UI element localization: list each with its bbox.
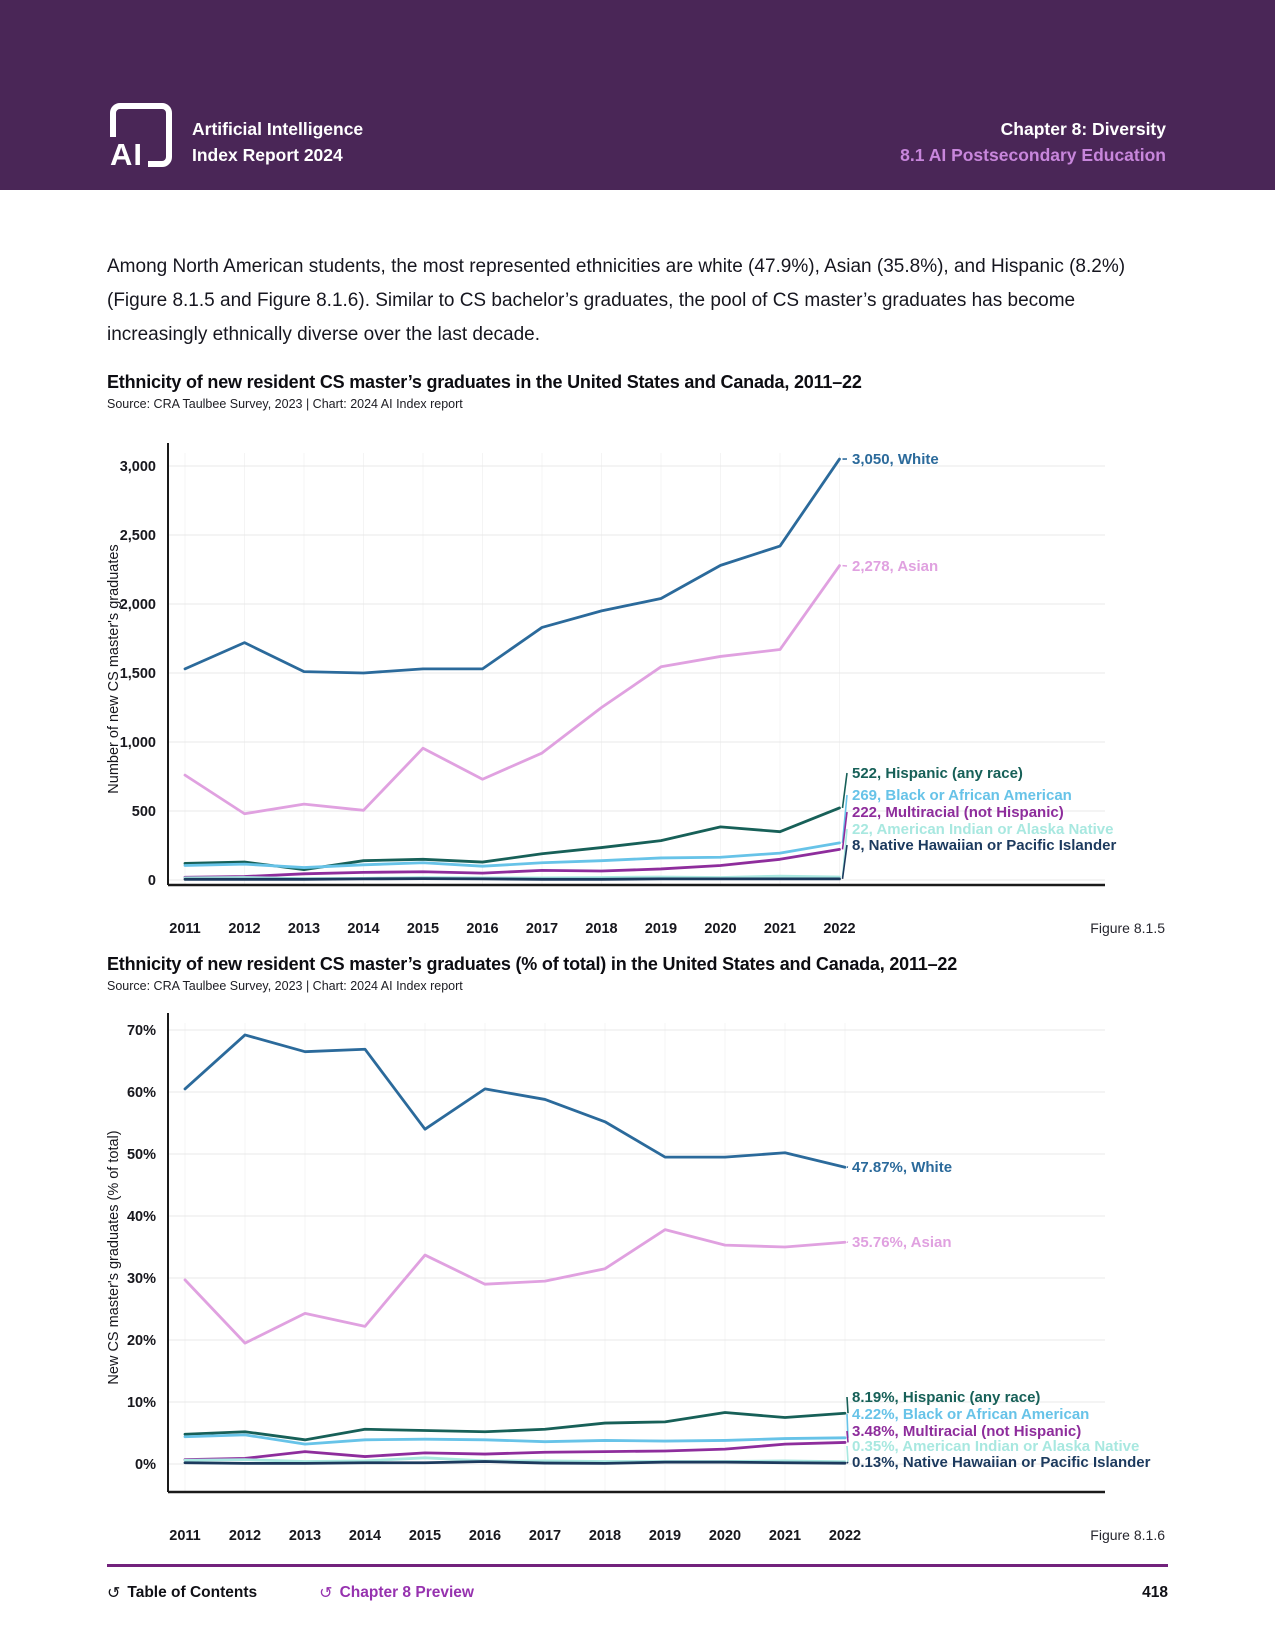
x-tick-label: 2020: [708, 1528, 742, 1544]
ai-index-logo: [110, 103, 172, 172]
footer-divider: [107, 1564, 1168, 1567]
series-end-label: 4.22%, Black or African American: [852, 1406, 1090, 1423]
x-tick-label: 2016: [468, 1528, 502, 1544]
series-line: [185, 879, 840, 880]
chapter-preview-link[interactable]: [319, 1583, 474, 1603]
brand-line2: Index Report 2024: [192, 145, 343, 165]
figure-8-1-5-chart: [100, 415, 1175, 950]
x-tick-label: 2014: [348, 1528, 382, 1544]
series-end-label: 522, Hispanic (any race): [852, 765, 1023, 782]
x-tick-label: 2013: [287, 921, 321, 937]
series-line: [185, 1413, 845, 1440]
series-end-label: 47.87%, White: [852, 1159, 953, 1176]
brand-text: [192, 116, 363, 168]
series-end-label: 222, Multiracial (not Hispanic): [852, 804, 1064, 821]
y-tick-label: 3,000: [119, 459, 156, 475]
x-tick-label: 2021: [768, 1528, 802, 1544]
report-header: [0, 0, 1275, 190]
x-tick-label: 2019: [644, 921, 678, 937]
series-end-label: 3,050, White: [852, 451, 939, 468]
y-tick-label: 0%: [135, 1457, 156, 1473]
y-tick-label: 1,000: [119, 735, 156, 751]
series-line: [185, 1442, 845, 1459]
series-end-label: 8.19%, Hispanic (any race): [852, 1389, 1041, 1406]
return-arrow-icon: ↺: [107, 1585, 121, 1602]
x-tick-label: 2015: [408, 1528, 442, 1544]
page-footer: [107, 1583, 1168, 1603]
x-tick-label: 2012: [228, 921, 261, 937]
table-of-contents-link[interactable]: [107, 1583, 257, 1603]
y-tick-label: 0: [147, 873, 156, 889]
chapter-block: [900, 116, 1166, 168]
x-tick-label: 2016: [466, 921, 499, 937]
x-tick-label: 2019: [648, 1528, 682, 1544]
x-tick-label: 2020: [704, 921, 737, 937]
series-end-label: 22, American Indian or Alaska Native: [852, 821, 1114, 838]
y-axis-title: New CS master's graduates (% of total): [106, 1130, 122, 1385]
x-tick-label: 2012: [228, 1528, 262, 1544]
intro-paragraph: Among North American students, the most represented ethnicities are white (47.9%), Asian (35.8%), and Hispanic (8.2%) (Figure 8.1.5 and Figure 8.1.6). Similar to CS bachelor’s graduates, the pool of CS master’s graduates has become increasingly ethnically diverse over the last decade.: [107, 256, 1126, 345]
figure-8-1-6-source: Source: CRA Taulbee Survey, 2023 | Chart: 2024 AI Index report: [107, 979, 463, 993]
y-tick-label: 70%: [126, 1023, 156, 1039]
x-tick-label: 2017: [525, 921, 559, 937]
series-line: [185, 1035, 845, 1167]
chapter-preview-label: Chapter 8 Preview: [339, 1584, 474, 1601]
x-tick-label: 2015: [406, 921, 440, 937]
series-leader-line: [847, 1446, 848, 1462]
series-end-label: 3.48%, Multiracial (not Hispanic): [852, 1423, 1082, 1440]
y-tick-label: 60%: [126, 1085, 156, 1101]
figure-8-1-5-title: Ethnicity of new resident CS master’s graduates in the United States and Canada, 2011–22: [107, 372, 862, 392]
brand-line1: Artificial Intelligence: [192, 119, 364, 139]
series-end-label: 0.13%, Native Hawaiian or Pacific Islander: [852, 1454, 1151, 1471]
y-axis-title: Number of new CS master's graduates: [106, 544, 122, 794]
y-tick-label: 500: [131, 804, 156, 820]
return-arrow-icon: ↺: [319, 1585, 333, 1602]
x-tick-label: 2013: [288, 1528, 322, 1544]
series-leader-line: [847, 1431, 848, 1442]
x-tick-label: 2022: [828, 1528, 862, 1544]
chapter-title: Chapter 8: Diversity: [1000, 119, 1166, 139]
y-tick-label: 10%: [126, 1395, 156, 1411]
x-tick-label: 2011: [169, 921, 201, 937]
page-number: 418: [1142, 1584, 1168, 1601]
y-tick-label: 2,500: [119, 528, 156, 544]
series-line: [185, 566, 840, 814]
figure-8-1-5-source: Source: CRA Taulbee Survey, 2023 | Chart: 2024 AI Index report: [107, 397, 463, 411]
logo-ai-text: AI: [108, 137, 148, 170]
y-tick-label: 2,000: [119, 597, 156, 613]
x-tick-label: 2022: [823, 921, 856, 937]
y-tick-label: 30%: [126, 1271, 156, 1287]
series-line: [185, 459, 840, 673]
series-end-label: 0.35%, American Indian or Alaska Native: [852, 1438, 1140, 1455]
series-end-label: 35.76%, Asian: [852, 1234, 952, 1251]
x-tick-label: 2011: [169, 1528, 201, 1544]
figure-8-1-6-chart: [100, 1005, 1175, 1565]
figure-8-1-5-label: Figure 8.1.5: [1090, 920, 1165, 936]
series-leader-line: [847, 1397, 848, 1413]
x-tick-label: 2018: [588, 1528, 622, 1544]
y-tick-label: 20%: [126, 1333, 156, 1349]
y-tick-label: 1,500: [119, 666, 156, 682]
x-tick-label: 2018: [585, 921, 618, 937]
series-end-label: 8, Native Hawaiian or Pacific Islander: [852, 837, 1117, 854]
section-title: 8.1 AI Postsecondary Education: [900, 145, 1166, 165]
y-tick-label: 40%: [126, 1209, 156, 1225]
series-end-label: 2,278, Asian: [852, 558, 939, 575]
x-tick-label: 2017: [528, 1528, 562, 1544]
figure-8-1-6-title: Ethnicity of new resident CS master’s graduates (% of total) in the United States and Canada, 2011–22: [107, 954, 958, 974]
x-tick-label: 2021: [763, 921, 797, 937]
table-of-contents-label: Table of Contents: [127, 1584, 258, 1601]
y-tick-label: 50%: [126, 1147, 156, 1163]
series-leader-line: [847, 1462, 848, 1463]
figure-8-1-6-label: Figure 8.1.6: [1090, 1527, 1165, 1543]
x-tick-label: 2014: [347, 921, 380, 937]
series-end-label: 269, Black or African American: [852, 787, 1072, 804]
series-line: [185, 1230, 845, 1343]
series-line: [185, 808, 840, 870]
